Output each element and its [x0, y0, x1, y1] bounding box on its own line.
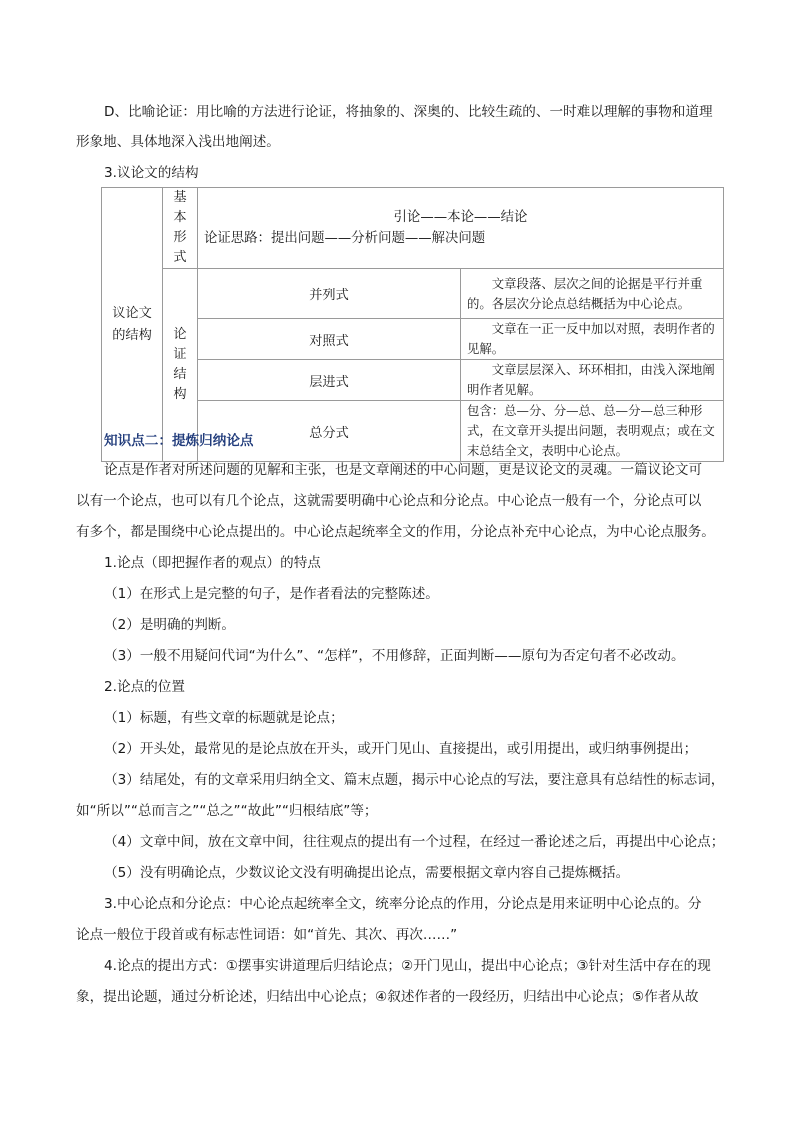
text-line: 4.论点的提出方式：①摆事实讲道理后归结论点；②开门见山，提出中心论点；③针对生活中存在的现 [104, 958, 711, 974]
table-cell-name [198, 360, 461, 401]
text-line: 如“所以”“总而言之”“总之”“故此”“归根结底”等； [76, 803, 378, 819]
row-header-label: 议论文 的结构 [112, 305, 152, 343]
text-line: （3）一般不用疑问代词“为什么”、“怎样”，不用修辞，正面判断——原句为否定句者不必改动。 [104, 648, 685, 664]
structure-type-name: 对照式 [309, 333, 349, 349]
table-cell-desc [461, 269, 724, 319]
structure-type-name: 总分式 [309, 425, 349, 441]
structure-type-name: 层进式 [309, 374, 349, 390]
table-cell-desc [461, 360, 724, 401]
text-line: 有多个，都是围绕中心论点提出的。中心论点起统率全文的作用，分论点补充中心论点，为中心论点服务。 [76, 524, 715, 540]
basic-form-content [198, 188, 724, 269]
table-cell-name [198, 319, 461, 360]
basic-form-label-cell [163, 188, 198, 269]
table-row-header [102, 188, 163, 462]
table-cell-name [198, 269, 461, 319]
text-line: 1.论点（即把握作者的观点）的特点 [104, 555, 321, 571]
text-line: 以有一个论点，也可以有几个论点，这就需要明确中心论点和分论点。中心论点一般有一个，分论点可以 [76, 493, 702, 509]
essay-structure-table [101, 187, 724, 462]
text-line: （3）结尾处，有的文章采用归纳全文、篇末点题，揭示中心论点的写法，要注意具有总结性的标志词， [104, 772, 725, 788]
text-line: （1）标题，有些文章的标题就是论点； [104, 710, 344, 726]
structure-type-desc: 包含：总—分、分—总、总—分—总三种形式，在文章开头提出问题，表明观点；或在文末总结全文，表明中心论点。 [467, 403, 715, 458]
text-line: （2）开头处，最常见的是论点放在开头，或开门见山、直接提出，或引用提出，或归纳事例提出； [104, 741, 698, 757]
structure-type-desc: 文章段落、层次之间的论据是平行并重的。各层次分论点总结概括为中心论点。 [467, 275, 703, 311]
text-line: 3.中心论点和分论点：中心论点起统率全文，统率分论点的作用，分论点是用来证明中心论点的。分 [104, 896, 702, 912]
text-line: （4）文章中间，放在文章中间，往往观点的提出有一个过程，在经过一番论述之后，再提出中心论点； [104, 834, 725, 850]
structure-type-name: 并列式 [309, 288, 349, 303]
structure-label: 论证 结构 [173, 327, 187, 402]
table-cell-desc [461, 401, 724, 462]
text-line: 象，提出论题，通过分析论述，归结出中心论点；④叙述作者的一段经历，归结出中心论点；⑤作者从故 [76, 989, 699, 1005]
structure-type-desc: 文章在一正一反中加以对照，表明作者的见解。 [467, 321, 715, 356]
text-line: 论点是作者对所述问题的见解和主张，也是文章阐述的中心问题，更是议论文的灵魂。一篇议论文可 [104, 462, 703, 478]
section-heading: 知识点二：提炼归纳论点 [104, 433, 254, 449]
text-line: 3.议论文的结构 [104, 165, 199, 181]
basic-form-line1: 引论——本论——结论 [393, 210, 528, 225]
basic-form-line2: 论证思路：提出问题——分析问题——解决问题 [204, 231, 486, 246]
text-line: 形象地、具体地深入浅出地阐述。 [76, 134, 280, 150]
table-cell-name [198, 401, 461, 462]
table-cell-desc [461, 319, 724, 360]
text-line: D、比喻论证：用比喻的方法进行论证，将抽象的、深奥的、比较生疏的、一时难以理解的事物和道理 [104, 104, 713, 120]
text-line: 论点一般位于段首或有标志性词语：如“首先、其次、再次……” [76, 927, 458, 943]
text-line: （5）没有明确论点，少数议论文没有明确提出论点，需要根据文章内容自己提炼概括。 [104, 865, 630, 881]
structure-type-desc: 文章层层深入、环环相扣，由浅入深地阐明作者见解。 [467, 362, 715, 397]
text-line: （1）在形式上是完整的句子，是作者看法的完整陈述。 [104, 586, 439, 602]
basic-form-label: 基本 形式 [173, 190, 187, 265]
text-line: （2）是明确的判断。 [104, 617, 235, 633]
text-line: 2.论点的位置 [104, 679, 185, 695]
